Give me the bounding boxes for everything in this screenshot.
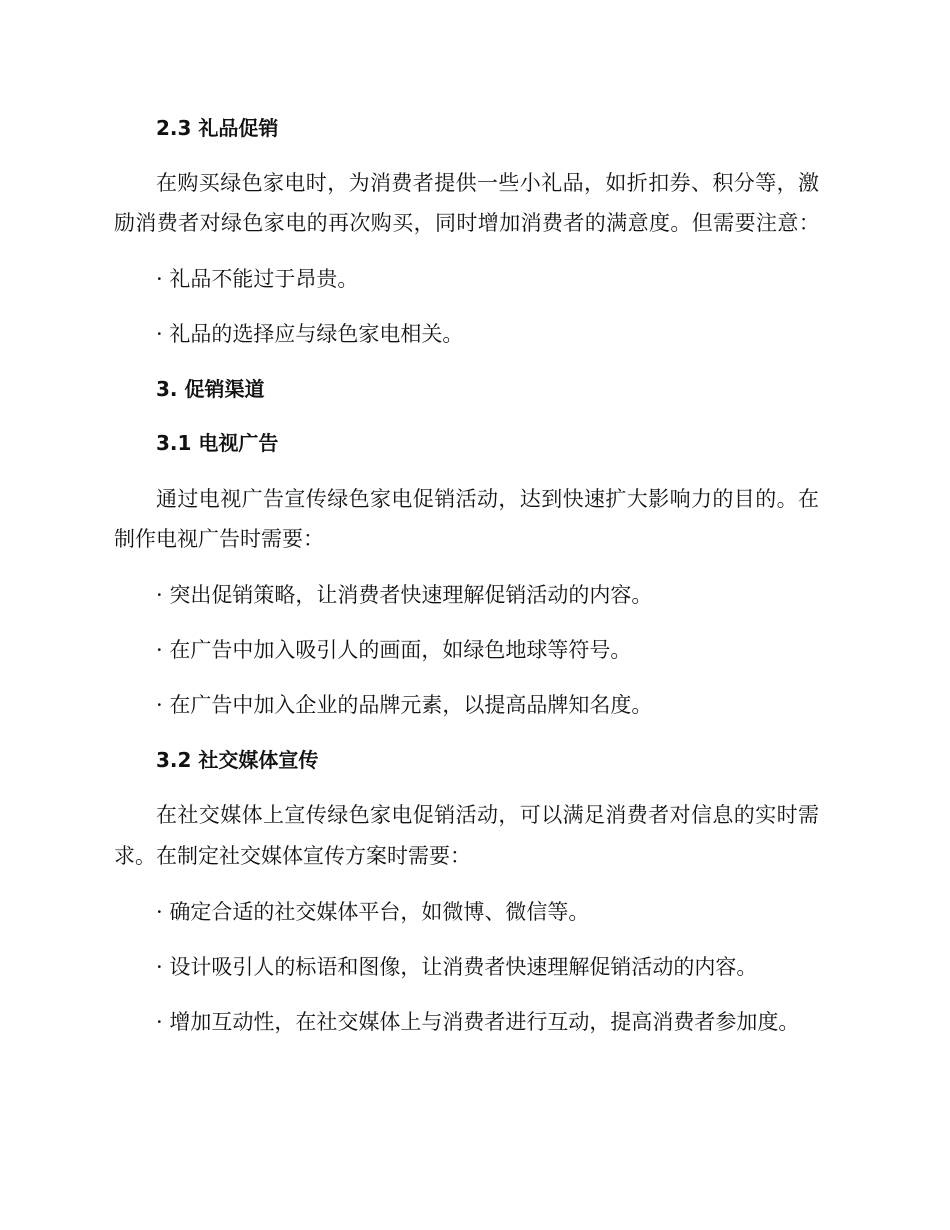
section-heading-3-1: 3.1 电视广告	[156, 431, 279, 455]
bullet-item: · 突出促销策略，让消费者快速理解促销活动的内容。	[156, 583, 653, 607]
bullet-item: · 确定合适的社交媒体平台，如微博、微信等。	[156, 900, 590, 924]
paragraph-line: 通过电视广告宣传绿色家电促销活动，达到快速扩大影响力的目的。在	[156, 487, 820, 511]
paragraph-line: 在购买绿色家电时，为消费者提供一些小礼品，如折扣券、积分等，激	[156, 171, 820, 195]
bullet-item: · 礼品的选择应与绿色家电相关。	[156, 322, 464, 346]
bullet-item: · 增加互动性，在社交媒体上与消费者进行互动，提高消费者参加度。	[156, 1010, 800, 1034]
bullet-item: · 设计吸引人的标语和图像，让消费者快速理解促销活动的内容。	[156, 955, 758, 979]
bullet-item: · 在广告中加入吸引人的画面，如绿色地球等符号。	[156, 638, 632, 662]
paragraph-line: 制作电视广告时需要：	[114, 527, 324, 551]
paragraph-line: 求。在制定社交媒体宣传方案时需要：	[114, 844, 471, 868]
bullet-item: · 在广告中加入企业的品牌元素，以提高品牌知名度。	[156, 693, 653, 717]
section-heading-3-2: 3.2 社交媒体宣传	[156, 748, 319, 772]
section-heading-2-3: 2.3 礼品促销	[156, 116, 279, 140]
paragraph-line: 励消费者对绿色家电的再次购买，同时增加消费者的满意度。但需要注意：	[114, 211, 821, 235]
paragraph-line: 在社交媒体上宣传绿色家电促销活动，可以满足消费者对信息的实时需	[156, 803, 820, 827]
section-heading-3: 3. 促销渠道	[156, 377, 265, 401]
bullet-item: · 礼品不能过于昂贵。	[156, 267, 359, 291]
